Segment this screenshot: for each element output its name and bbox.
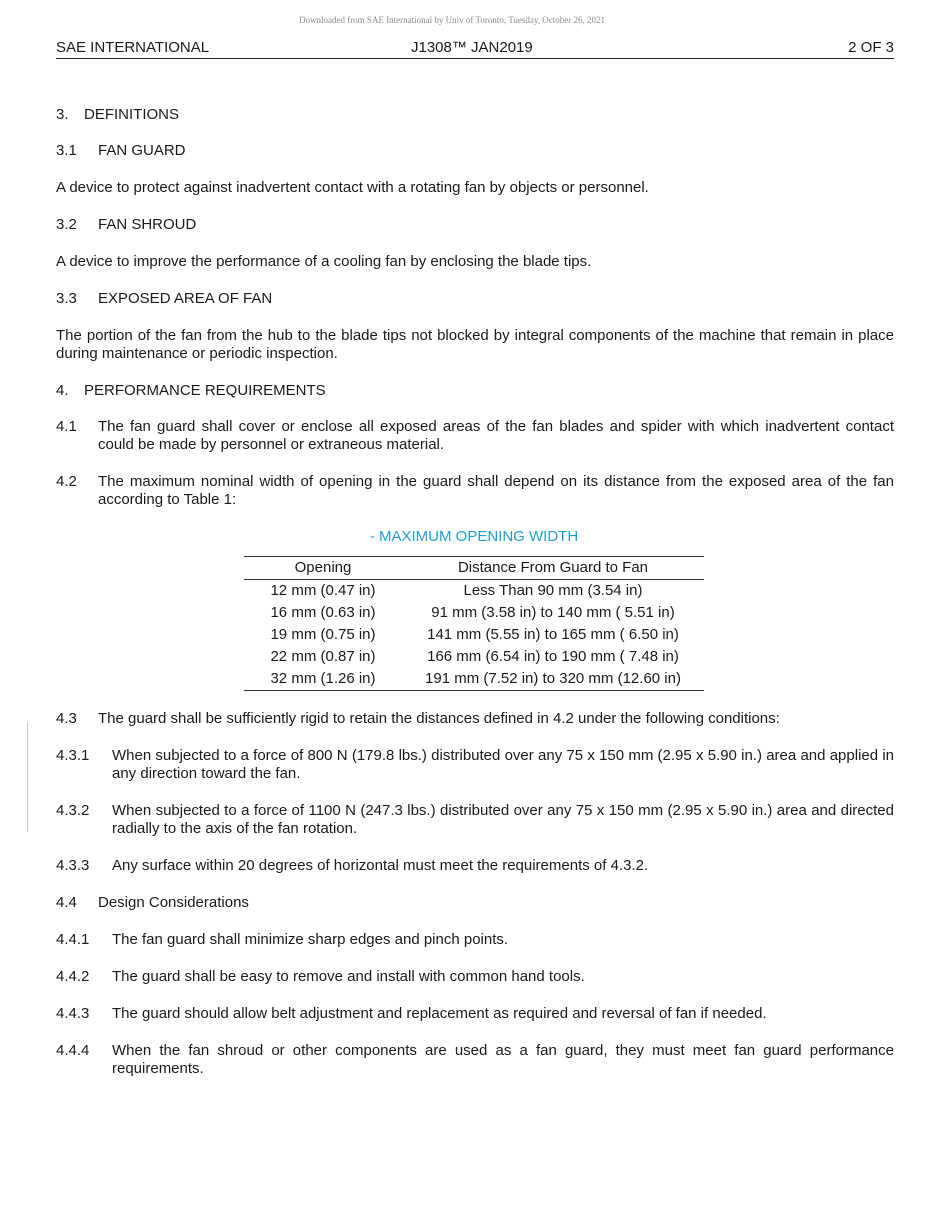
download-watermark: Downloaded from SAE International by Univ of Toronto, Tuesday, October 26, 2021 bbox=[298, 15, 606, 25]
section-4-heading bbox=[56, 382, 894, 400]
section-title: FAN GUARD bbox=[98, 142, 186, 159]
section-3-heading bbox=[56, 106, 894, 124]
requirement-4-4-4 bbox=[56, 1042, 894, 1078]
item-number: 4.4.1 bbox=[56, 931, 90, 948]
item-number: 4.4.4 bbox=[56, 1042, 90, 1059]
heading-3-1 bbox=[56, 142, 894, 160]
section-number: 3. bbox=[56, 106, 69, 123]
table-1 bbox=[244, 528, 704, 691]
column-header-opening: Opening bbox=[244, 557, 402, 580]
requirement-4-3 bbox=[56, 710, 894, 728]
requirement-4-2 bbox=[56, 473, 894, 509]
document-body bbox=[56, 106, 894, 1097]
section-title: FAN SHROUD bbox=[98, 216, 197, 233]
section-title: DEFINITIONS bbox=[84, 106, 180, 123]
requirement-4-4-2 bbox=[56, 968, 894, 986]
revision-change-bar bbox=[27, 722, 28, 832]
section-title: EXPOSED AREA OF FAN bbox=[98, 290, 273, 307]
section-number: 3.3 bbox=[56, 290, 77, 307]
table-row bbox=[244, 602, 704, 624]
cell-distance: 91 mm (3.58 in) to 140 mm ( 5.51 in) bbox=[431, 604, 675, 621]
item-text: The fan guard shall cover or enclose all exposed areas of the fan blades and spider with which inadvertent contact could be made by personnel or extraneous material. bbox=[98, 418, 894, 453]
section-title: PERFORMANCE REQUIREMENTS bbox=[84, 382, 326, 399]
definition-fan-guard: A device to protect against inadvertent contact with a rotating fan by objects or personnel. bbox=[56, 179, 649, 196]
item-text: When the fan shroud or other components are used as a fan guard, they must meet fan guard performance requirements. bbox=[112, 1042, 894, 1077]
table-row bbox=[244, 580, 704, 603]
item-number: 4.4 bbox=[56, 894, 77, 911]
cell-distance: 141 mm (5.55 in) to 165 mm ( 6.50 in) bbox=[427, 626, 679, 643]
item-text: Design Considerations bbox=[98, 894, 249, 911]
requirement-4-4-3 bbox=[56, 1005, 894, 1023]
header-document-id: J1308™ JAN2019 bbox=[411, 39, 533, 56]
item-text: The guard should allow belt adjustment and replacement as required and reversal of fan if needed. bbox=[112, 1005, 767, 1022]
page-header bbox=[56, 38, 894, 59]
item-text: The maximum nominal width of opening in the guard shall depend on its distance from the exposed area of the fan according to Table 1: bbox=[98, 473, 894, 508]
cell-opening: 22 mm (0.87 in) bbox=[270, 648, 376, 665]
section-number: 4. bbox=[56, 382, 69, 399]
cell-opening: 12 mm (0.47 in) bbox=[270, 582, 376, 599]
item-text: Any surface within 20 degrees of horizontal must meet the requirements of 4.3.2. bbox=[112, 857, 649, 874]
item-number: 4.4.3 bbox=[56, 1005, 90, 1022]
item-text: When subjected to a force of 1100 N (247.3 lbs.) distributed over any 75 x 150 mm (2.95 x 5.90 in.) area and directed radially to the axis of the fan rotation. bbox=[112, 802, 894, 837]
heading-3-3 bbox=[56, 290, 894, 308]
table-header-row bbox=[244, 557, 704, 580]
item-number: 4.2 bbox=[56, 473, 77, 490]
cell-distance: 166 mm (6.54 in) to 190 mm ( 7.48 in) bbox=[427, 648, 679, 665]
item-text: The guard shall be easy to remove and install with common hand tools. bbox=[112, 968, 585, 985]
header-publisher: SAE INTERNATIONAL bbox=[56, 39, 210, 56]
item-text: The fan guard shall minimize sharp edges and pinch points. bbox=[112, 931, 509, 948]
section-number: 3.2 bbox=[56, 216, 77, 233]
requirement-4-3-1 bbox=[56, 747, 894, 783]
requirement-4-3-3 bbox=[56, 857, 894, 875]
heading-3-2 bbox=[56, 216, 894, 234]
heading-4-4 bbox=[56, 894, 894, 912]
requirement-4-4-1 bbox=[56, 931, 894, 949]
cell-opening: 19 mm (0.75 in) bbox=[270, 626, 376, 643]
column-header-distance: Distance From Guard to Fan bbox=[402, 557, 704, 580]
cell-opening: 32 mm (1.26 in) bbox=[244, 668, 402, 691]
cell-distance: 191 mm (7.52 in) to 320 mm (12.60 in) bbox=[402, 668, 704, 691]
header-page-number: 2 OF 3 bbox=[848, 39, 894, 56]
item-number: 4.3.1 bbox=[56, 747, 90, 764]
item-number: 4.3.3 bbox=[56, 857, 90, 874]
cell-distance: Less Than 90 mm (3.54 in) bbox=[463, 582, 643, 599]
definition-exposed-area: The portion of the fan from the hub to the blade tips not blocked by integral components of the machine that remain in place during maintenance or periodic inspection. bbox=[56, 327, 894, 362]
item-number: 4.1 bbox=[56, 418, 77, 435]
cell-opening: 16 mm (0.63 in) bbox=[270, 604, 376, 621]
table-caption: - MAXIMUM OPENING WIDTH bbox=[369, 528, 579, 545]
item-text: The guard shall be sufficiently rigid to retain the distances defined in 4.2 under the following conditions: bbox=[98, 710, 780, 727]
table-row bbox=[244, 668, 704, 691]
requirement-4-3-2 bbox=[56, 802, 894, 838]
table-row bbox=[244, 646, 704, 668]
requirement-4-1 bbox=[56, 418, 894, 454]
section-number: 3.1 bbox=[56, 142, 77, 159]
item-number: 4.3 bbox=[56, 710, 77, 727]
table-row bbox=[244, 624, 704, 646]
opening-width-table bbox=[244, 556, 704, 691]
item-number: 4.4.2 bbox=[56, 968, 90, 985]
item-number: 4.3.2 bbox=[56, 802, 90, 819]
item-text: When subjected to a force of 800 N (179.8 lbs.) distributed over any 75 x 150 mm (2.95 x 5.90 in.) area and applied in any direction toward the fan. bbox=[112, 747, 894, 782]
definition-fan-shroud: A device to improve the performance of a cooling fan by enclosing the blade tips. bbox=[56, 253, 592, 270]
